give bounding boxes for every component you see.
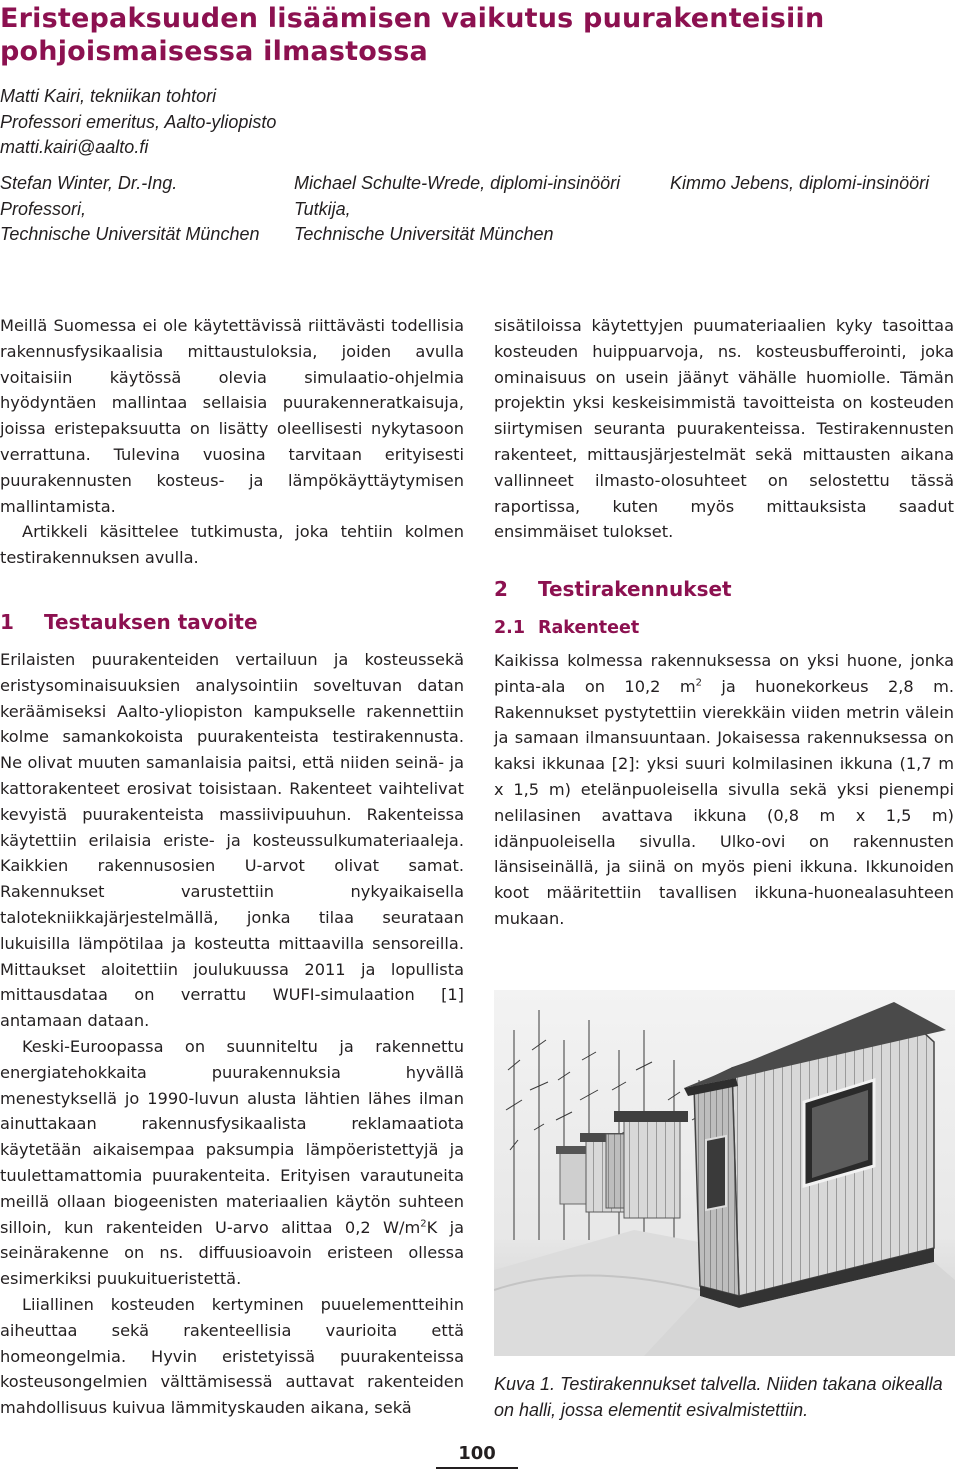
body-paragraph [0, 1034, 464, 1292]
author-schulte-wrede [294, 171, 620, 248]
author-name: Kimmo Jebens, diplomi-insinööri [670, 173, 930, 193]
author-name: Matti Kairi, tekniikan tohtori [0, 86, 217, 106]
article-title: Eristepaksuuden lisäämisen vaikutus puurakenteisiin pohjoismaisessa ilmastossa [0, 3, 825, 67]
section-number: 1 [0, 610, 14, 634]
superscript: 2 [695, 677, 702, 689]
author-affiliation: Technische Universität München [294, 224, 554, 244]
section1-body [0, 647, 464, 1421]
author-position: Tutkija, [294, 198, 351, 219]
body-text: Keski-Euroopassa on suunniteltu ja rakennettu energiatehokkaita puurakennuksia hyvällä menestyksellä jo 1990-luvun alusta lähtien lähes ilman ainuttakaan rakennusfysikaalista reklamaatiota käytetään aikaisempaa paksumpia lämpöeristettyjä ja tuulettamattomia puurakenteita. Erityisen varautuneita meillä ollaan biogeenisten materiaalien käytön suhteen silloin, kun rakenteiden U-arvo alittaa 0,2 W/m [0, 1036, 464, 1237]
figure-photo [494, 990, 955, 1356]
author-position: Professori emeritus, Aalto-yliopisto [0, 111, 277, 132]
page-number: 100 [458, 1443, 496, 1464]
section-number: 2 [494, 577, 508, 601]
section2-body [494, 648, 954, 932]
section-title: Testauksen tavoite [44, 610, 258, 634]
page-number-underline [436, 1467, 518, 1469]
author-kairi [0, 84, 276, 161]
author-name: Stefan Winter, Dr.-Ing. [0, 173, 178, 193]
intro-right-column [494, 313, 954, 545]
intro-left-column [0, 313, 464, 571]
intro-paragraph: Artikkeli käsittelee tutkimusta, joka tehtiin kolmen testirakennuksen avulla. [0, 522, 464, 568]
author-jebens [670, 171, 929, 197]
body-text: Kaikissa kolmessa rakennuksessa on yksi huone, jonka pinta-ala on 10,2 m [494, 651, 954, 696]
body-text: ja huonekorkeus 2,8 m. Rakennukset pystytettiin vierekkäin viiden metrin välein ja samaan ilmansuuntaan. Jokaisessa rakennuksessa on kaksi ikkunaa [2]: yksi suuri kolmilasinen ikkuna (1,7 m x 1,5 m) etelänpuoleisella sivulla sekä yksi pienempi nelilasinen avattava ikkuna (0,8 m x 1,5 m) idänpuoleisella sivulla. Ulko-ovi on rakennusten länsiseinällä, ja siinä on myös pieni ikkuna. Ikkunoiden koot määritettiin tavallisen ikkuna-huonealasuhteen mukaan. [494, 676, 955, 928]
author-affiliation: Technische Universität München [0, 224, 260, 244]
author-email: matti.kairi@aalto.fi [0, 137, 149, 157]
superscript: 2 [420, 1218, 427, 1230]
author-position: Professori, [0, 198, 87, 219]
body-paragraph: Erilaisten puurakenteiden vertailuun ja kosteussekä eristysominaisuuksien analysointiin soveltuvan datan keräämiseksi Aalto-yliopiston kampukselle rakennettiin kolme samankokoista puurakenteista testirakennusta. Ne olivat muuten samanlaisia paitsi, että niiden seinä- ja kattorakenteet erosivat toisistaan. Rakenteet vaihtelivat kevyistä puurakenteista massiivipuuhun. Rakenteissa käytettiin erilaisia eriste- ja kosteussulkumateriaaleja. Kaikkien rakennusosien U-arvot olivat samat. Rakennukset varustettiin nykyaikaisella talotekniikkajärjestelmällä, jonka tilaa seurataan lukuisilla lämpötilaa ja kosteutta mittaavilla sensoreilla. Mittaukset aloitettiin joulukuussa 2011 ja lopullista mittausdataa on verrattu WUFI-simulaation [1] antamaan dataan. [0, 650, 464, 1031]
intro-paragraph: Meillä Suomessa ei ole käytettävissä riittävästi todellisia rakennusfysikaalisia mittaustuloksia, joiden avulla voitaisiin käytössä olevia simulaatio-ohjelmia hyödyntäen mallintaa sellaisia puurakenneratkaisuja, joissa eristepaksuutta on lisätty oleellisesti nykytasoon verrattuna. Tulevina vuosina tarvitaan erityisesti puurakennusten kosteus- ja lämpökäyttäytymisen mallintamista. [0, 316, 464, 516]
subsection-title: Rakenteet [538, 618, 640, 638]
author-winter [0, 171, 259, 248]
author-name: Michael Schulte-Wrede, diplomi-insinööri [294, 173, 621, 193]
body-text: K ja seinärakenne on ns. diffuusioavoin eristeen ollessa esimerkiksi puukuitueristettä. [0, 1217, 464, 1289]
body-paragraph: Liiallinen kosteuden kertyminen puuelementteihin aiheuttaa sekä rakenteellisia vaurioita että homeongelmia. Hyvin eristetyissä puurakenteissa kosteusongelmien välttämisessä auttavat rakenteiden mahdollisuus kuivua lämmityskauden aikana, sekä [0, 1294, 464, 1418]
body-paragraph: sisätiloissa käytettyjen puumateriaalien kyky tasoittaa kosteuden huippuarvoja, ns. kosteusbufferointi, joka ominaisuus on usein jäänyt vähälle huomiolle. Tämän projektin yksi keskeisimmistä tavoitteista on kosteuden siirtymisen seuranta puurakenteissa. Testirakennusten rakenteet, mittausjärjestelmät sekä mittausten aikana vallinneet ilmasto-olosuhteet on selostettu tässä raportissa, kuten myös mittauksista saadut ensimmäiset tulokset. [494, 316, 954, 542]
section-title: Testirakennukset [538, 577, 732, 601]
subsection-heading-2-1 [494, 615, 639, 641]
subsection-number: 2.1 [494, 618, 526, 638]
section-heading-1 [0, 609, 258, 635]
section-heading-2 [494, 576, 732, 602]
figure-caption: Kuva 1. Testirakennukset talvella. Niiden takana oikealla on halli, jossa elementit esivalmistettiin. [494, 1374, 943, 1420]
body-paragraph [494, 648, 954, 932]
